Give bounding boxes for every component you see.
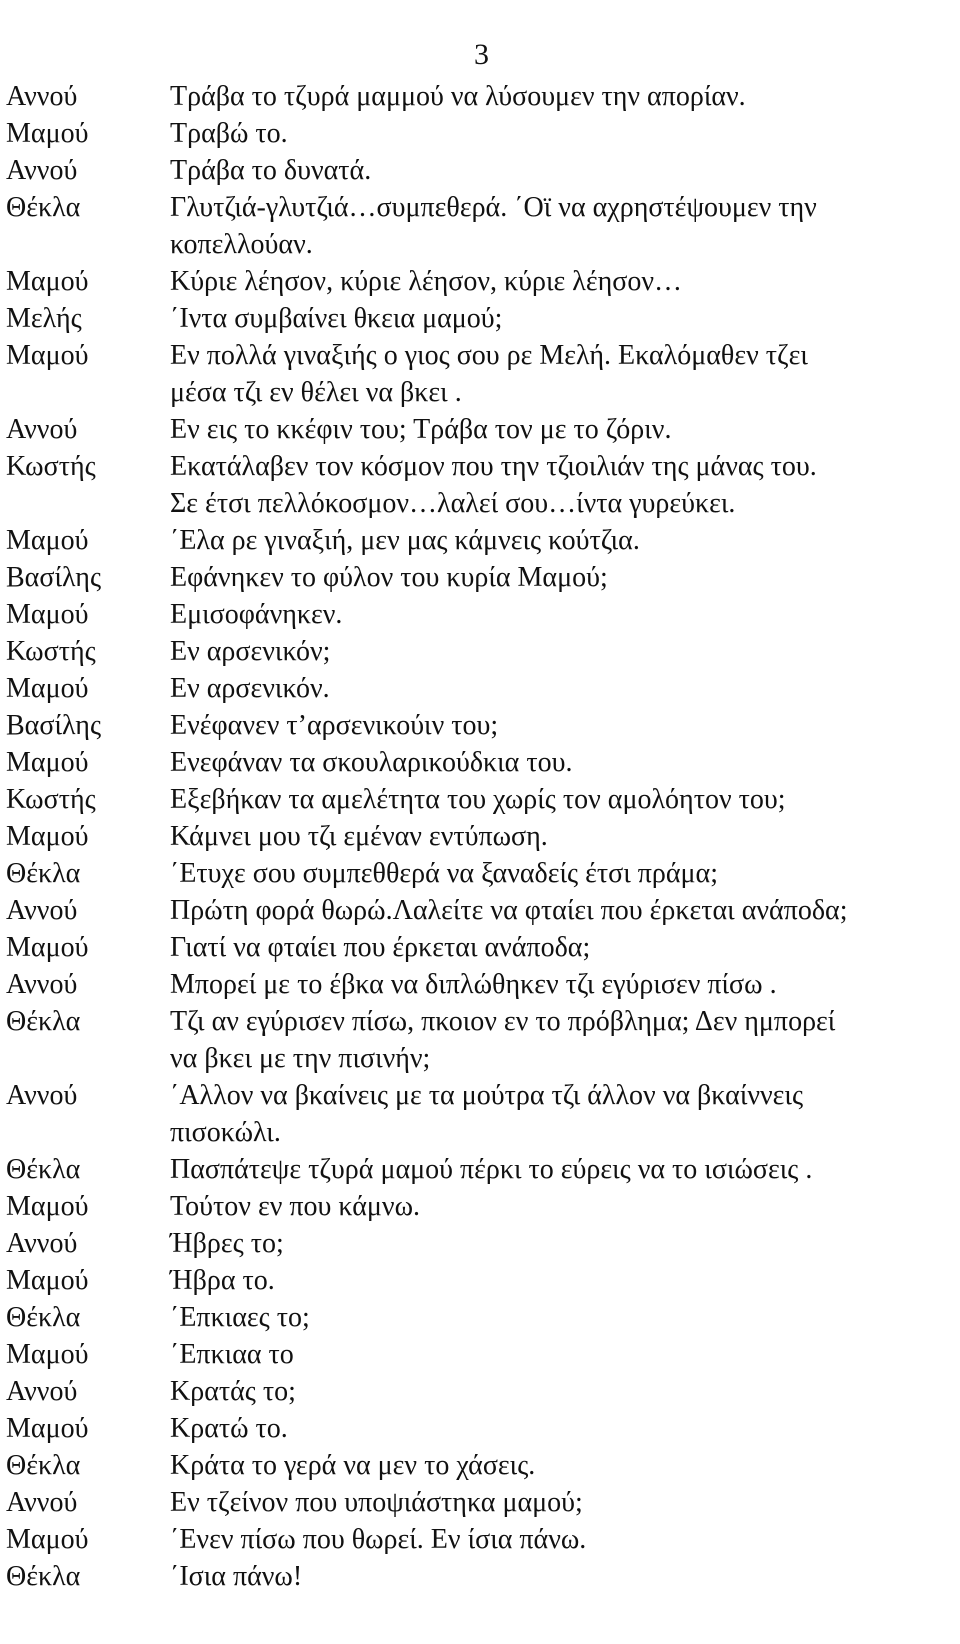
dialogue-line: [6, 1188, 956, 1225]
dialogue-line: [6, 189, 956, 263]
dialogue-text: [170, 1410, 956, 1447]
dialogue-line: [6, 707, 956, 744]
speaker-name: Βασίλης: [6, 710, 102, 741]
dialogue-text: [170, 263, 956, 300]
dialogue-text-line: Τραβώ το.: [170, 118, 288, 149]
dialogue-line: [6, 78, 956, 115]
dialogue-text: [170, 1262, 956, 1299]
dialogue-text-line: Πρώτη φορά θωρώ.Λαλείτε να φταίει που έρκεται ανάποδα;: [170, 895, 848, 926]
speaker-name: Θέκλα: [6, 1006, 81, 1037]
dialogue-line: [6, 300, 956, 337]
speaker-name: Μαμού: [6, 1191, 89, 1222]
dialogue-line: [6, 781, 956, 818]
speaker-name: Μαμού: [6, 1339, 89, 1370]
dialogue-text: [170, 1447, 956, 1484]
speaker-name: Θέκλα: [6, 858, 81, 889]
dialogue-text-line: Σε έτσι πελλόκοσμον…λαλεί σου…ίντα γυρεύκει.: [170, 488, 736, 519]
dialogue-text: [170, 855, 956, 892]
dialogue-text: [170, 1077, 956, 1151]
dialogue-text-line: Εξεβήκαν τα αμελέτητα του χωρίς τον αμολόητον του;: [170, 784, 786, 815]
speaker-name: Αννού: [6, 895, 78, 926]
dialogue-line: [6, 1077, 956, 1151]
dialogue-text-line: ΄Ενεν πίσω που θωρεί. Εν ίσια πάνω.: [170, 1524, 587, 1555]
dialogue-text: [170, 1521, 956, 1558]
dialogue-text-line: ΄Ελα ρε γιναξιή, μεν μας κάμνεις κούτζια.: [170, 525, 640, 556]
dialogue-text-line: Εφάνηκεν το φύλον του κυρία Μαμού;: [170, 562, 608, 593]
dialogue-line: [6, 1225, 956, 1262]
dialogue-line: [6, 670, 956, 707]
dialogue-text-line: κοπελλούαν.: [170, 229, 313, 260]
dialogue-text: [170, 1373, 956, 1410]
dialogue-text-line: ΄Αλλον να βκαίνεις με τα μούτρα τζι άλλον να βκαίννεις: [170, 1080, 804, 1111]
dialogue-text: [170, 1336, 956, 1373]
dialogue-text: [170, 1188, 956, 1225]
dialogue-line: [6, 559, 956, 596]
speaker-name: Αννού: [6, 155, 78, 186]
dialogue-line: [6, 1484, 956, 1521]
dialogue-text-line: Ενέφανεν τ’αρσενικούιν του;: [170, 710, 499, 741]
dialogue-text: [170, 892, 956, 929]
dialogue-text: [170, 337, 956, 411]
dialogue-text: [170, 818, 956, 855]
dialogue-text-line: Γλυτζιά-γλυτζιά…συμπεθερά. ΄Οϊ να αχρηστέψουμεν την: [170, 192, 817, 223]
page-number: 3: [474, 38, 489, 71]
dialogue-text: [170, 707, 956, 744]
speaker-name: Κωστής: [6, 784, 96, 815]
speaker-name: Αννού: [6, 1487, 78, 1518]
dialogue-line: [6, 1521, 956, 1558]
dialogue-text: [170, 152, 956, 189]
dialogue-line: [6, 263, 956, 300]
dialogue-line: [6, 818, 956, 855]
speaker-name: Μαμού: [6, 673, 89, 704]
dialogue-text: [170, 1003, 956, 1077]
dialogue-text: [170, 189, 956, 263]
dialogue-text-line: πισοκώλι.: [170, 1117, 281, 1148]
speaker-name: Αννού: [6, 414, 78, 445]
dialogue-line: [6, 633, 956, 670]
speaker-name: Κωστής: [6, 451, 96, 482]
dialogue-line: [6, 1373, 956, 1410]
speaker-name: Μαμού: [6, 118, 89, 149]
dialogue-line: [6, 1151, 956, 1188]
dialogue-line: [6, 411, 956, 448]
speaker-name: Μαμού: [6, 1524, 89, 1555]
speaker-name: Αννού: [6, 1376, 78, 1407]
dialogue-text: [170, 781, 956, 818]
dialogue-text-line: Τζι αν εγύρισεν πίσω, πκοιον εν το πρόβλημα; Δεν ημπορεί: [170, 1006, 836, 1037]
dialogue-text: [170, 1558, 956, 1595]
dialogue-text-line: Ήβρα το.: [170, 1265, 275, 1296]
dialogue-text-line: ΄Ετυχε σου συμπεθθερά να ξαναδείς έτσι πράμα;: [170, 858, 718, 889]
speaker-name: Μαμού: [6, 932, 89, 963]
dialogue-text: [170, 633, 956, 670]
dialogue-text-line: Εν αρσενικόν;: [170, 636, 331, 667]
dialogue-text-line: Κράτα το γερά να μεν το χάσεις.: [170, 1450, 536, 1481]
speaker-name: Μαμού: [6, 340, 89, 371]
dialogue-text: [170, 1225, 956, 1262]
dialogue-line: [6, 152, 956, 189]
dialogue-line: [6, 522, 956, 559]
dialogue-line: [6, 1447, 956, 1484]
speaker-name: Θέκλα: [6, 1450, 81, 1481]
speaker-name: Θέκλα: [6, 1561, 81, 1592]
speaker-name: Θέκλα: [6, 1302, 81, 1333]
dialogue-text-line: Ενεφάναν τα σκουλαρικούδκια του.: [170, 747, 573, 778]
dialogue-line: [6, 966, 956, 1003]
speaker-name: Θέκλα: [6, 1154, 81, 1185]
dialogue-text-line: Πασπάτεψε τζυρά μαμού πέρκι το εύρεις να το ισιώσεις .: [170, 1154, 813, 1185]
dialogue-text-line: Εν αρσενικόν.: [170, 673, 330, 704]
dialogue-text: [170, 115, 956, 152]
speaker-name: Μελής: [6, 303, 82, 334]
dialogue-text: [170, 448, 956, 522]
dialogue-text: [170, 559, 956, 596]
dialogue-text: [170, 1151, 956, 1188]
speaker-name: Αννού: [6, 1228, 78, 1259]
dialogue-line: [6, 929, 956, 966]
dialogue-text-line: Εν εις το κκέφιν του; Τράβα τον με το ζόριν.: [170, 414, 672, 445]
speaker-name: Αννού: [6, 969, 78, 1000]
dialogue-line: [6, 1299, 956, 1336]
dialogue-line: [6, 448, 956, 522]
dialogue-text-line: Μπορεί με το έβκα να διπλώθηκεν τζι εγύρισεν πίσω .: [170, 969, 777, 1000]
dialogue-line: [6, 337, 956, 411]
dialogue-text: [170, 78, 956, 115]
dialogue-text: [170, 744, 956, 781]
dialogue-text-line: Ήβρες το;: [170, 1228, 284, 1259]
dialogue-line: [6, 855, 956, 892]
dialogue-text: [170, 522, 956, 559]
dialogue-text-line: Γιατί να φταίει που έρκεται ανάποδα;: [170, 932, 591, 963]
dialogue-text-line: Κύριε λέησον, κύριε λέησον, κύριε λέησον…: [170, 266, 683, 297]
speaker-name: Μαμού: [6, 1265, 89, 1296]
dialogue-text-line: μέσα τζι εν θέλει να βκει .: [170, 377, 462, 408]
speaker-name: Κωστής: [6, 636, 96, 667]
dialogue-text: [170, 670, 956, 707]
dialogue-line: [6, 1003, 956, 1077]
speaker-name: Μαμού: [6, 821, 89, 852]
dialogue-text-line: Εμισοφάνηκεν.: [170, 599, 343, 630]
speaker-name: Μαμού: [6, 1413, 89, 1444]
dialogue-text-line: Κάμνει μου τζι εμέναν εντύπωση.: [170, 821, 548, 852]
speaker-name: Αννού: [6, 81, 78, 112]
dialogue-text-line: Εν πολλά γιναξιής ο γιος σου ρε Μελή. Εκαλόμαθεν τζει: [170, 340, 808, 371]
dialogue-text-line: Κρατάς το;: [170, 1376, 296, 1407]
speaker-name: Μαμού: [6, 525, 89, 556]
dialogue-text-line: Κρατώ το.: [170, 1413, 288, 1444]
dialogue-text: [170, 411, 956, 448]
dialogue-text-line: ΄Ιντα συμβαίνει θκεια μαμού;: [170, 303, 503, 334]
dialogue-text: [170, 966, 956, 1003]
dialogue-text-line: ΄Επκιαες το;: [170, 1302, 310, 1333]
dialogue-text-line: Τράβα το δυνατά.: [170, 155, 372, 186]
dialogue-text: [170, 929, 956, 966]
dialogue-text: [170, 1484, 956, 1521]
speaker-name: Αννού: [6, 1080, 78, 1111]
dialogue-script: [6, 78, 956, 1595]
speaker-name: Μαμού: [6, 599, 89, 630]
dialogue-text-line: Εκατάλαβεν τον κόσμον που την τζιοιλιάν της μάνας του.: [170, 451, 817, 482]
dialogue-line: [6, 115, 956, 152]
dialogue-line: [6, 1262, 956, 1299]
dialogue-text-line: Τούτον εν που κάμνω.: [170, 1191, 421, 1222]
dialogue-text-line: ΄Ισια πάνω!: [170, 1561, 303, 1592]
speaker-name: Μαμού: [6, 266, 89, 297]
dialogue-text-line: να βκει με την πισινήν;: [170, 1043, 431, 1074]
speaker-name: Θέκλα: [6, 192, 81, 223]
dialogue-text: [170, 596, 956, 633]
speaker-name: Μαμού: [6, 747, 89, 778]
dialogue-text-line: Τράβα το τζυρά μαμμού να λύσουμεν την απορίαν.: [170, 81, 746, 112]
dialogue-line: [6, 1410, 956, 1447]
dialogue-line: [6, 744, 956, 781]
dialogue-line: [6, 596, 956, 633]
dialogue-line: [6, 1336, 956, 1373]
dialogue-text-line: ΄Επκιαα το: [170, 1339, 294, 1370]
dialogue-text: [170, 300, 956, 337]
dialogue-text: [170, 1299, 956, 1336]
dialogue-text-line: Εν τζείνον που υποψιάστηκα μαμού;: [170, 1487, 583, 1518]
speaker-name: Βασίλης: [6, 562, 102, 593]
dialogue-line: [6, 1558, 956, 1595]
dialogue-line: [6, 892, 956, 929]
